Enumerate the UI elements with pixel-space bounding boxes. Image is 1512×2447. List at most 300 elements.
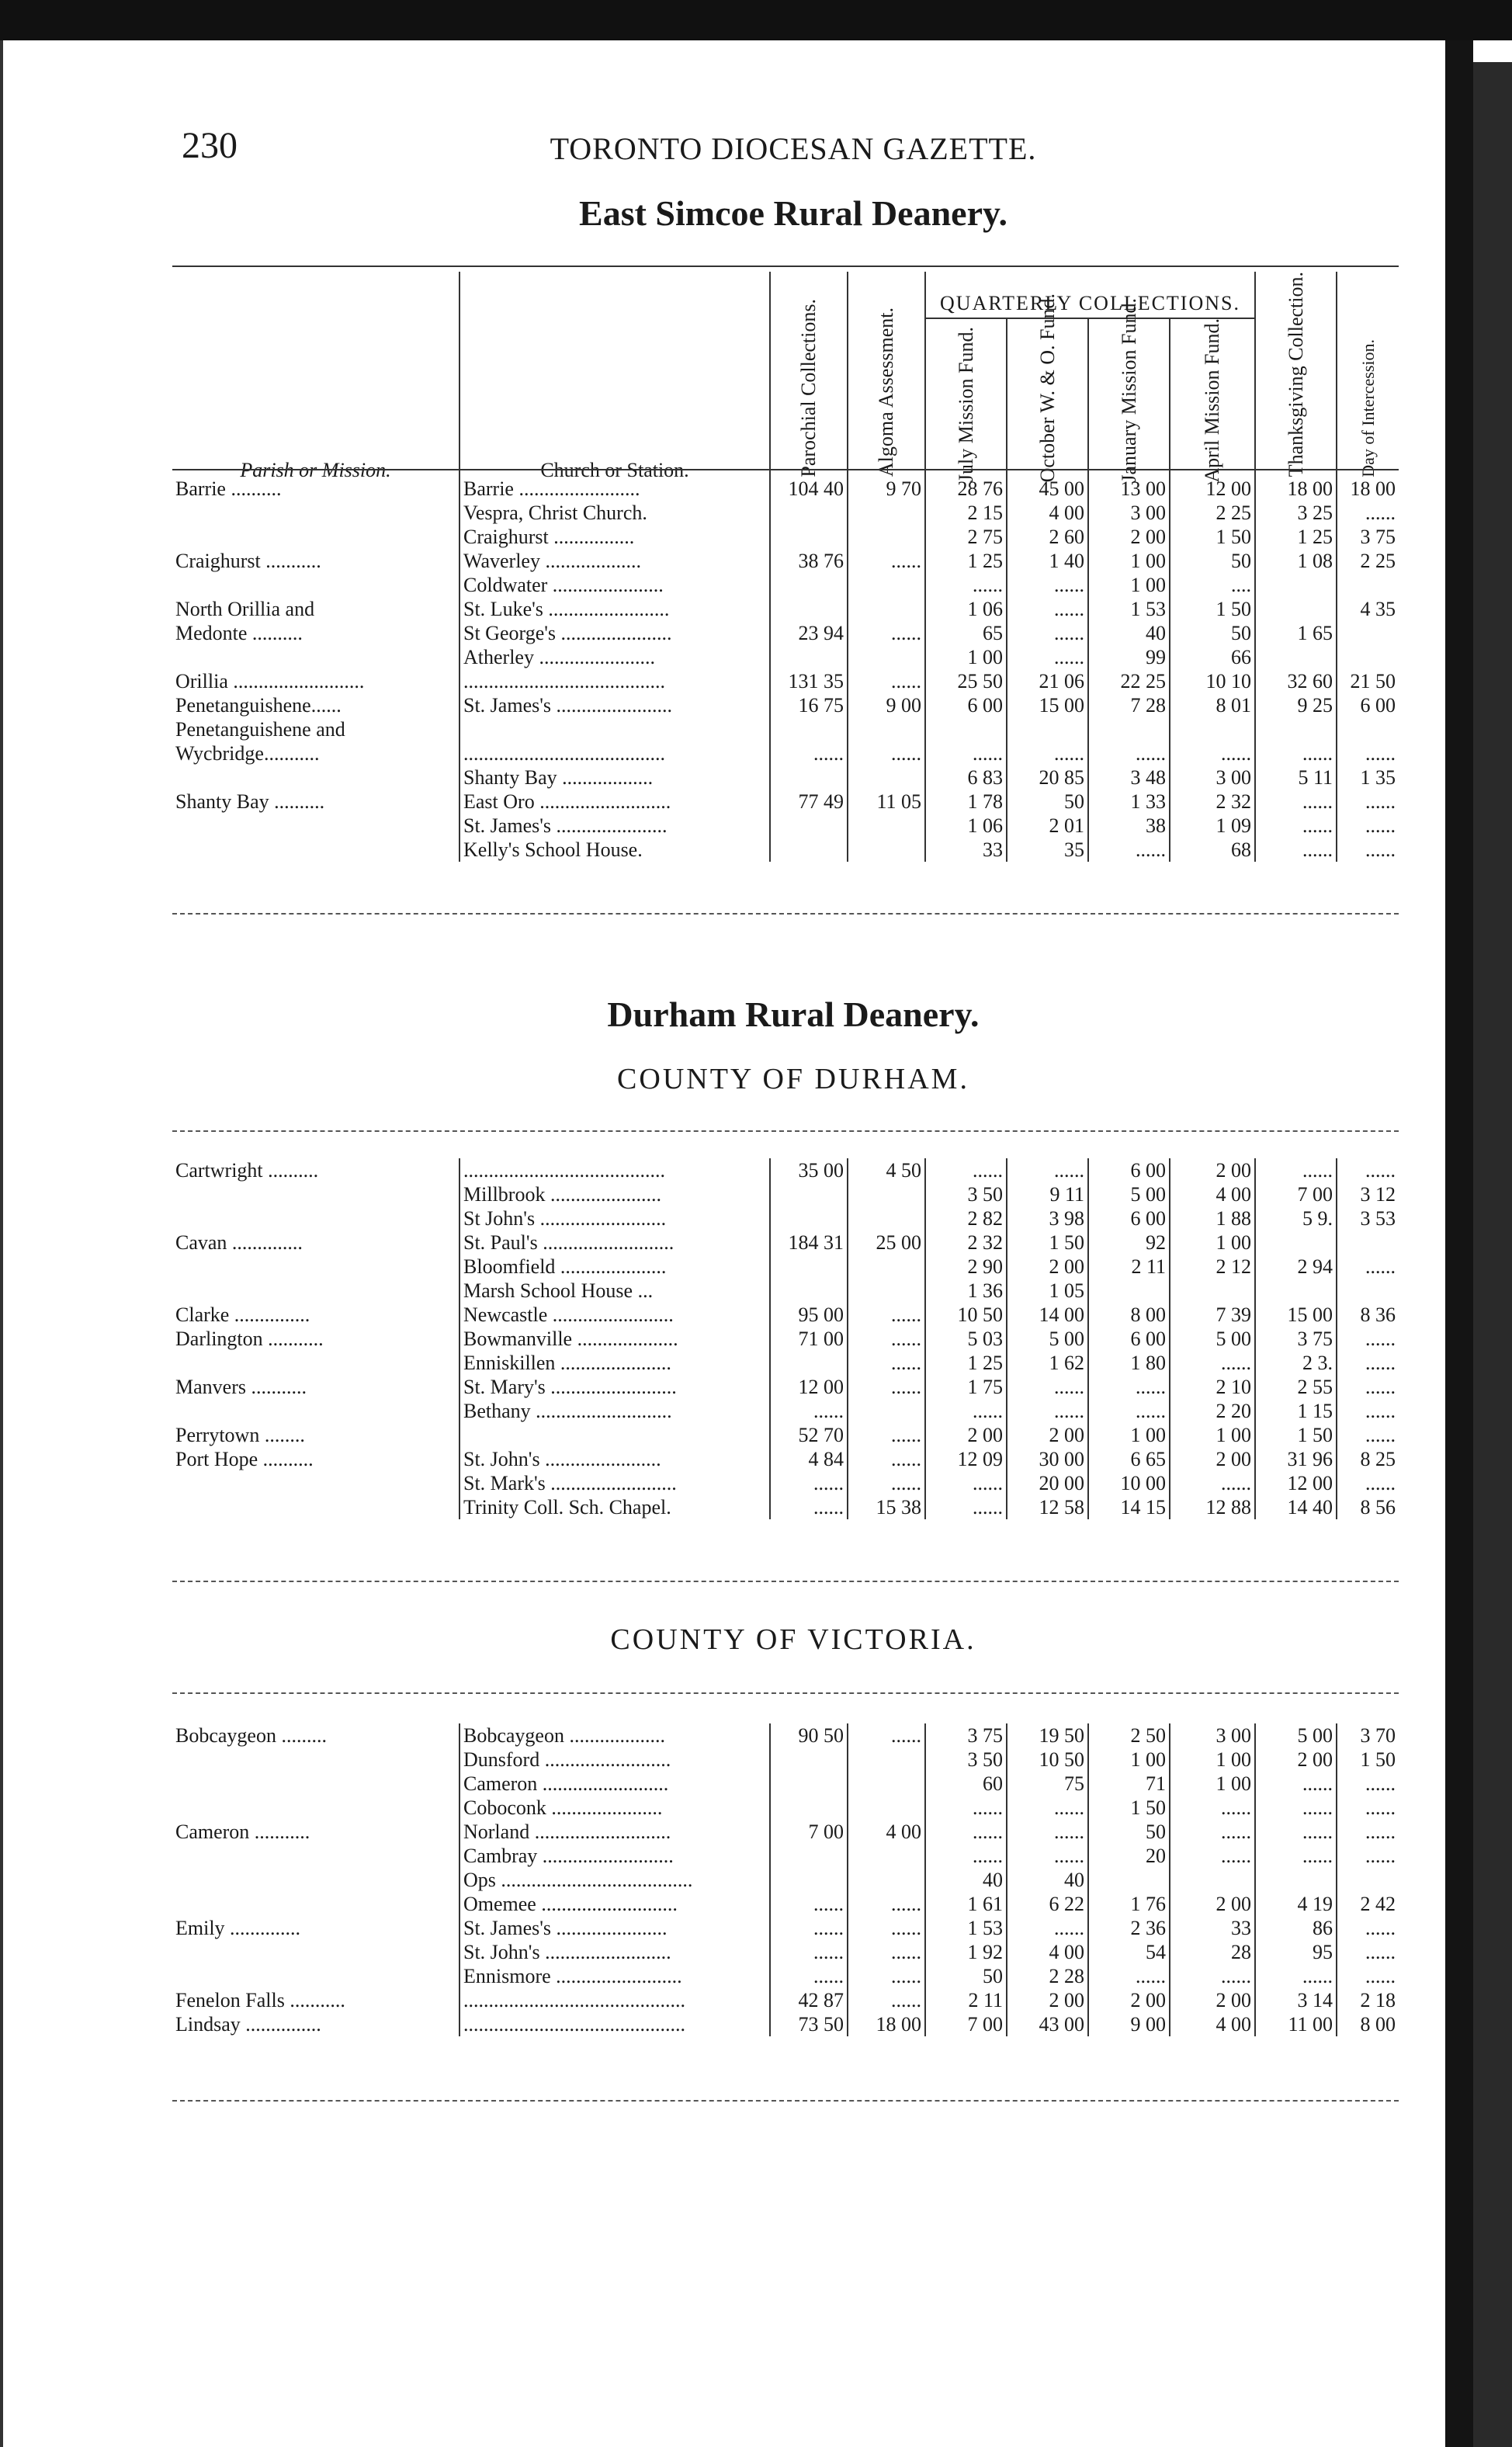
cell-algoma	[848, 1279, 925, 1303]
header-church: Church or Station.	[459, 272, 770, 482]
cell-july: ......	[925, 1844, 1007, 1868]
table-row	[172, 1255, 1399, 1279]
table-row	[172, 1495, 1399, 1519]
cell-july: 2 32	[925, 1230, 1007, 1255]
cell-parish: Emily ..............	[175, 1917, 301, 1939]
cell-january: 1 00	[1088, 573, 1170, 597]
cell-april: ......	[1170, 741, 1255, 765]
cell-january	[1088, 1279, 1170, 1303]
cell-july: 1 36	[925, 1279, 1007, 1303]
header-parish: Parish or Mission.	[240, 459, 391, 482]
table-row	[172, 1892, 1399, 1916]
cell-january: 2 11	[1088, 1255, 1170, 1279]
cell-parochial	[770, 1796, 848, 1820]
cell-parish: Darlington ...........	[175, 1328, 324, 1350]
header-january-text: January Mission Fund.	[1117, 297, 1140, 483]
cell-october: 75	[1007, 1772, 1088, 1796]
cell-april: 1 00	[1170, 1230, 1255, 1255]
cell-january: 1 00	[1088, 549, 1170, 573]
cell-church: Newcastle ........................	[459, 1303, 770, 1327]
cell-church	[459, 717, 770, 741]
cell-parochial: ......	[770, 1940, 848, 1964]
table-row	[172, 838, 1399, 862]
cell-thanks: ......	[1255, 1820, 1337, 1844]
cell-parish	[172, 1964, 459, 1988]
cell-thanks: ......	[1255, 814, 1337, 838]
header-april	[1169, 319, 1254, 482]
cell-july: 25 50	[925, 669, 1007, 693]
cell-parish: Clarke ...............	[175, 1303, 310, 1326]
cell-thanks: 1 08	[1255, 549, 1337, 573]
cell-parish	[172, 1892, 459, 1916]
cell-algoma: ......	[848, 1940, 925, 1964]
cell-thanks	[1255, 645, 1337, 669]
cell-church: Marsh School House ...	[459, 1279, 770, 1303]
cell-october: ......	[1007, 1375, 1088, 1399]
cell-thanks: 2 00	[1255, 1748, 1337, 1772]
cell-july: 10 50	[925, 1303, 1007, 1327]
cell-parish	[172, 1471, 459, 1495]
header-april-text: April Mission Fund.	[1201, 318, 1224, 483]
cell-october: ......	[1007, 1820, 1088, 1844]
cell-inter: ......	[1337, 1375, 1399, 1399]
cell-church: Waverley ...................	[459, 549, 770, 573]
cell-july: 2 00	[925, 1423, 1007, 1447]
cell-april: 4 00	[1170, 2012, 1255, 2036]
cell-october: 12 58	[1007, 1495, 1088, 1519]
page-header	[172, 124, 1414, 179]
cell-january: 1 33	[1088, 790, 1170, 814]
cell-parochial: ......	[770, 1892, 848, 1916]
cell-parish	[172, 645, 459, 669]
cell-parochial	[770, 501, 848, 525]
cell-october: 1 50	[1007, 1230, 1088, 1255]
cell-july: ......	[925, 573, 1007, 597]
table-row	[172, 1447, 1399, 1471]
cell-july: ......	[925, 1471, 1007, 1495]
cell-april: 1 00	[1170, 1748, 1255, 1772]
cell-algoma: ......	[848, 1988, 925, 2012]
cell-july: 2 82	[925, 1206, 1007, 1230]
header-intercession	[1337, 272, 1399, 482]
cell-parochial	[770, 1182, 848, 1206]
header-parochial	[770, 272, 848, 482]
cell-april: ......	[1170, 1844, 1255, 1868]
cell-parochial	[770, 1844, 848, 1868]
cell-april	[1170, 717, 1255, 741]
cell-thanks: 1 50	[1255, 1423, 1337, 1447]
cell-january: 3 48	[1088, 765, 1170, 790]
cell-january: 1 00	[1088, 1423, 1170, 1447]
cell-july: 2 11	[925, 1988, 1007, 2012]
cell-april: 2 00	[1170, 1158, 1255, 1182]
cell-church: St. Mary's .........................	[459, 1375, 770, 1399]
cell-thanks: 1 25	[1255, 525, 1337, 549]
cell-april: 10 10	[1170, 669, 1255, 693]
cell-july: ......	[925, 1399, 1007, 1423]
cell-october: 2 60	[1007, 525, 1088, 549]
cell-algoma	[848, 1399, 925, 1423]
cell-january: 6 65	[1088, 1447, 1170, 1471]
cell-april: ......	[1170, 1820, 1255, 1844]
table-row	[172, 1230, 1399, 1255]
cell-thanks: 5 00	[1255, 1723, 1337, 1748]
cell-october: 2 28	[1007, 1964, 1088, 1988]
cell-inter: ......	[1337, 1351, 1399, 1375]
cell-october: 1 62	[1007, 1351, 1088, 1375]
cell-inter	[1337, 717, 1399, 741]
cell-january: 1 80	[1088, 1351, 1170, 1375]
header-quarterly-label: QUARTERLY COLLECTIONS.	[926, 290, 1254, 319]
header-bottom-rule	[172, 469, 1399, 470]
cell-april: 5 00	[1170, 1327, 1255, 1351]
cell-parish	[172, 838, 459, 862]
cell-algoma: 4 00	[848, 1820, 925, 1844]
cell-inter: 1 35	[1337, 765, 1399, 790]
cell-july	[925, 717, 1007, 741]
cell-january: 92	[1088, 1230, 1170, 1255]
cell-algoma	[848, 838, 925, 862]
cell-parochial: ......	[770, 741, 848, 765]
cell-october: 20 85	[1007, 765, 1088, 790]
cell-parish	[172, 1796, 459, 1820]
cell-algoma: ......	[848, 1916, 925, 1940]
cell-parish	[172, 1399, 459, 1423]
cell-january: ......	[1088, 1399, 1170, 1423]
cell-church: Cameron .........................	[459, 1772, 770, 1796]
cell-church: St. Mark's .........................	[459, 1471, 770, 1495]
cell-parochial: 73 50	[770, 2012, 848, 2036]
cell-october: 14 00	[1007, 1303, 1088, 1327]
cell-october: 30 00	[1007, 1447, 1088, 1471]
cell-october: 9 11	[1007, 1182, 1088, 1206]
victoria-bottom-rule	[172, 2100, 1399, 2102]
cell-thanks: ......	[1255, 1158, 1337, 1182]
cell-church: Ops ......................................	[459, 1868, 770, 1892]
cell-parish: Cavan ..............	[175, 1231, 303, 1254]
cell-algoma: 25 00	[848, 1230, 925, 1255]
cell-inter: 4 35	[1337, 597, 1399, 621]
cell-thanks: 2 55	[1255, 1375, 1337, 1399]
cell-july: 65	[925, 621, 1007, 645]
cell-algoma	[848, 597, 925, 621]
cell-algoma: ......	[848, 1351, 925, 1375]
cell-october: 3 98	[1007, 1206, 1088, 1230]
cell-inter: ......	[1337, 1820, 1399, 1844]
cell-algoma: ......	[848, 1471, 925, 1495]
cell-thanks: ......	[1255, 838, 1337, 862]
cell-october: ......	[1007, 741, 1088, 765]
cell-parochial: 104 40	[770, 477, 848, 501]
cell-thanks: 9 25	[1255, 693, 1337, 717]
cell-october: ......	[1007, 1916, 1088, 1940]
cell-january: 2 00	[1088, 525, 1170, 549]
cell-thanks	[1255, 597, 1337, 621]
cell-april: 7 39	[1170, 1303, 1255, 1327]
scan-top-edge	[0, 0, 1512, 40]
cell-january: 8 00	[1088, 1303, 1170, 1327]
cell-parochial	[770, 717, 848, 741]
cell-church: ............................................	[459, 2012, 770, 2036]
cell-church: Millbrook ......................	[459, 1182, 770, 1206]
cell-algoma: 4 50	[848, 1158, 925, 1182]
cell-parochial: 16 75	[770, 693, 848, 717]
cell-april: 4 00	[1170, 1182, 1255, 1206]
cell-parish	[172, 1182, 459, 1206]
header-thanksgiving-text: Thanksgiving Collection.	[1284, 272, 1307, 477]
cell-thanks: ......	[1255, 1772, 1337, 1796]
cell-thanks: ......	[1255, 1964, 1337, 1988]
east-simcoe-header	[172, 272, 1399, 482]
cell-july: 7 00	[925, 2012, 1007, 2036]
cell-parochial: 71 00	[770, 1327, 848, 1351]
cell-algoma: ......	[848, 669, 925, 693]
header-algoma	[848, 272, 925, 482]
cell-parish	[172, 501, 459, 525]
cell-july: 1 75	[925, 1375, 1007, 1399]
cell-january: 7 28	[1088, 693, 1170, 717]
table-row	[172, 1916, 1399, 1940]
cell-january: 6 00	[1088, 1206, 1170, 1230]
cell-april: ....	[1170, 573, 1255, 597]
cell-thanks: 18 00	[1255, 477, 1337, 501]
cell-parochial: 52 70	[770, 1423, 848, 1447]
cell-thanks: 32 60	[1255, 669, 1337, 693]
cell-parochial	[770, 645, 848, 669]
cell-april: 2 00	[1170, 1892, 1255, 1916]
table-row	[172, 1844, 1399, 1868]
cell-algoma: 9 70	[848, 477, 925, 501]
table-row	[172, 1399, 1399, 1423]
table-row	[172, 1158, 1399, 1182]
cell-july: 50	[925, 1964, 1007, 1988]
cell-church: ........................................	[459, 669, 770, 693]
cell-inter: ......	[1337, 814, 1399, 838]
cell-april: 1 00	[1170, 1772, 1255, 1796]
cell-thanks: 12 00	[1255, 1471, 1337, 1495]
header-january	[1087, 297, 1169, 483]
cell-april: ......	[1170, 1796, 1255, 1820]
table-row	[172, 1964, 1399, 1988]
cell-inter: ......	[1337, 1255, 1399, 1279]
cell-january: 38	[1088, 814, 1170, 838]
cell-inter: 8 56	[1337, 1495, 1399, 1519]
cell-april: 2 12	[1170, 1255, 1255, 1279]
cell-july: 3 75	[925, 1723, 1007, 1748]
cell-parish	[172, 1748, 459, 1772]
cell-july: 28 76	[925, 477, 1007, 501]
table-row	[172, 765, 1399, 790]
cell-april: 66	[1170, 645, 1255, 669]
table-row	[172, 1748, 1399, 1772]
gazette-page	[172, 93, 1414, 2422]
cell-church: ........................................	[459, 741, 770, 765]
cell-inter: 2 25	[1337, 549, 1399, 573]
cell-parish	[172, 1255, 459, 1279]
cell-parochial: 12 00	[770, 1375, 848, 1399]
cell-inter: 3 75	[1337, 525, 1399, 549]
cell-inter: 8 36	[1337, 1303, 1399, 1327]
cell-april: ......	[1170, 1964, 1255, 1988]
cell-church: St John's .........................	[459, 1206, 770, 1230]
cell-algoma: 18 00	[848, 2012, 925, 2036]
cell-algoma: ......	[848, 1375, 925, 1399]
table-row	[172, 1423, 1399, 1447]
cell-parish	[172, 1940, 459, 1964]
cell-thanks	[1255, 573, 1337, 597]
cell-january: ......	[1088, 1375, 1170, 1399]
table-row	[172, 693, 1399, 717]
cell-parochial: 7 00	[770, 1820, 848, 1844]
cell-inter: 21 50	[1337, 669, 1399, 693]
cell-thanks	[1255, 1279, 1337, 1303]
cell-algoma: 9 00	[848, 693, 925, 717]
cell-thanks: ......	[1255, 741, 1337, 765]
cell-inter: 8 25	[1337, 1447, 1399, 1471]
cell-algoma	[848, 1844, 925, 1868]
cell-parish: Manvers ...........	[175, 1376, 307, 1398]
cell-inter: 6 00	[1337, 693, 1399, 717]
cell-thanks: 2 3.	[1255, 1351, 1337, 1375]
cell-church: Kelly's School House.	[459, 838, 770, 862]
cell-church: Barrie ........................	[459, 477, 770, 501]
cell-algoma	[848, 717, 925, 741]
cell-january	[1088, 1868, 1170, 1892]
cell-october: 35	[1007, 838, 1088, 862]
section-title-east-simcoe: East Simcoe Rural Deanery.	[579, 193, 1007, 233]
table-row	[172, 1206, 1399, 1230]
cell-thanks: 15 00	[1255, 1303, 1337, 1327]
cell-algoma	[848, 1868, 925, 1892]
cell-january: 54	[1088, 1940, 1170, 1964]
cell-parochial	[770, 1279, 848, 1303]
cell-parochial	[770, 1206, 848, 1230]
cell-october: 2 01	[1007, 814, 1088, 838]
cell-january: 2 36	[1088, 1916, 1170, 1940]
cell-church: Bowmanville ....................	[459, 1327, 770, 1351]
cell-church: Ennismore .........................	[459, 1964, 770, 1988]
cell-parochial	[770, 765, 848, 790]
cell-parish: Lindsay ...............	[175, 2013, 321, 2036]
cell-church: St. Luke's ........................	[459, 597, 770, 621]
cell-parochial	[770, 597, 848, 621]
cell-parochial: ......	[770, 1471, 848, 1495]
cell-algoma: ......	[848, 1447, 925, 1471]
cell-parochial: 90 50	[770, 1723, 848, 1748]
cell-church: Craighurst ................	[459, 525, 770, 549]
cell-july: 1 06	[925, 814, 1007, 838]
table-row	[172, 1796, 1399, 1820]
cell-thanks: 3 75	[1255, 1327, 1337, 1351]
cell-july: 2 90	[925, 1255, 1007, 1279]
cell-january: 20	[1088, 1844, 1170, 1868]
cell-april: 1 09	[1170, 814, 1255, 838]
cell-parish: Fenelon Falls ...........	[175, 1989, 345, 2011]
cell-parochial: ......	[770, 1916, 848, 1940]
cell-algoma: ......	[848, 621, 925, 645]
cell-parochial	[770, 1868, 848, 1892]
cell-parish: Perrytown ........	[175, 1424, 305, 1446]
header-october-text: October W. & O. Fund.	[1035, 293, 1059, 483]
cell-january: 6 00	[1088, 1158, 1170, 1182]
cell-july: 1 00	[925, 645, 1007, 669]
cell-july: ......	[925, 1158, 1007, 1182]
cell-thanks: ......	[1255, 1844, 1337, 1868]
cell-july: 6 00	[925, 693, 1007, 717]
cell-april: 1 88	[1170, 1206, 1255, 1230]
cell-parochial: ......	[770, 1964, 848, 1988]
cell-church: Vespra, Christ Church.	[459, 501, 770, 525]
cell-thanks	[1255, 1230, 1337, 1255]
cell-october	[1007, 717, 1088, 741]
cell-july: 1 53	[925, 1916, 1007, 1940]
cell-algoma: ......	[848, 1892, 925, 1916]
cell-april: 12 88	[1170, 1495, 1255, 1519]
cell-parish	[172, 1279, 459, 1303]
cell-thanks	[1255, 1868, 1337, 1892]
cell-parish: Cameron ...........	[175, 1820, 310, 1843]
cell-algoma: 15 38	[848, 1495, 925, 1519]
cell-algoma: ......	[848, 1723, 925, 1748]
cell-thanks	[1255, 717, 1337, 741]
header-quarterly	[925, 272, 1255, 482]
cell-church: St. James's .......................	[459, 693, 770, 717]
cell-parochial: 4 84	[770, 1447, 848, 1471]
cell-parochial	[770, 838, 848, 862]
cell-october: ......	[1007, 1796, 1088, 1820]
cell-inter: ......	[1337, 501, 1399, 525]
header-intercession-text: Day of Intercession.	[1358, 338, 1378, 477]
cell-parish	[172, 814, 459, 838]
cell-january: 1 76	[1088, 1892, 1170, 1916]
cell-thanks: 1 65	[1255, 621, 1337, 645]
cell-july: 60	[925, 1772, 1007, 1796]
cell-inter: ......	[1337, 1964, 1399, 1988]
cell-thanks: 2 94	[1255, 1255, 1337, 1279]
county-victoria-title: COUNTY OF VICTORIA.	[610, 1623, 976, 1656]
cell-july: ......	[925, 1796, 1007, 1820]
cell-april: 1 00	[1170, 1423, 1255, 1447]
cell-april: ......	[1170, 1351, 1255, 1375]
cell-algoma	[848, 1796, 925, 1820]
table-row	[172, 621, 1399, 645]
cell-parochial	[770, 1772, 848, 1796]
cell-april: 1 50	[1170, 597, 1255, 621]
cell-parish: Wycbridge...........	[175, 742, 320, 765]
cell-parochial: ......	[770, 1495, 848, 1519]
cell-parochial	[770, 1255, 848, 1279]
cell-april: 2 32	[1170, 790, 1255, 814]
cell-july: 5 03	[925, 1327, 1007, 1351]
cell-algoma: ......	[848, 1423, 925, 1447]
cell-parochial: 35 00	[770, 1158, 848, 1182]
cell-january: ......	[1088, 1964, 1170, 1988]
cell-church: Omemee ...........................	[459, 1892, 770, 1916]
cell-july: 3 50	[925, 1182, 1007, 1206]
cell-january: 40	[1088, 621, 1170, 645]
cell-parish: Penetanguishene and	[175, 718, 345, 741]
cell-thanks: 5 11	[1255, 765, 1337, 790]
cell-algoma	[848, 501, 925, 525]
cell-july: 1 25	[925, 549, 1007, 573]
cell-inter: 3 70	[1337, 1723, 1399, 1748]
cell-parish: Bobcaygeon .........	[175, 1724, 327, 1747]
cell-algoma	[848, 1748, 925, 1772]
cell-parochial	[770, 1351, 848, 1375]
east-simcoe-table	[172, 477, 1399, 862]
cell-july: 12 09	[925, 1447, 1007, 1471]
cell-parish: North Orillia and	[175, 598, 315, 620]
